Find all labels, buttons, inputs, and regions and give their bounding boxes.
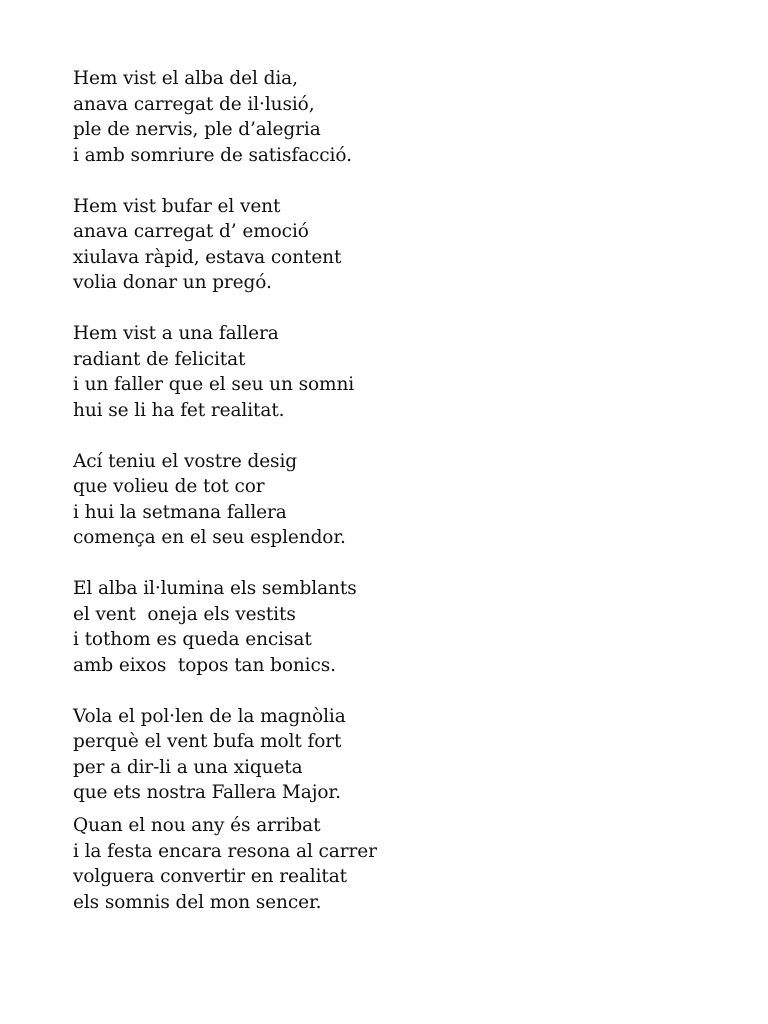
poem [73, 66, 693, 941]
poem-line: Quan el nou any és arribat [73, 815, 321, 836]
poem-line: i tothom es queda encisat [73, 629, 312, 650]
poem-line: els somnis del mon sencer. [73, 891, 322, 913]
poem-line: anava carregat de il·lusió, [73, 93, 315, 115]
poem-line: comença en el seu esplendor. [73, 527, 346, 548]
poem-line: Vola el pol·len de la magnòlia [73, 705, 346, 727]
poem-line: Ací teniu el vostre desig [73, 450, 298, 472]
poem-line: radiant de felicitat [73, 348, 246, 370]
stanza-6 [73, 704, 693, 806]
poem-line: que volieu de tot cor [73, 476, 265, 497]
stanza-2 [73, 194, 693, 296]
poem-line: per a dir-li a una xiqueta [73, 756, 303, 778]
poem-line: Hem vist bufar el vent [73, 195, 281, 217]
poem-line: volia donar un pregó. [73, 272, 272, 293]
stanza-7 [73, 813, 693, 915]
stanza-4 [73, 449, 693, 551]
stanza-5 [73, 576, 693, 678]
stanza-1 [73, 66, 693, 168]
poem-line: i la festa encara resona al carrer [73, 840, 377, 862]
poem-line: El alba il·lumina els semblants [73, 578, 357, 599]
poem-line: hui se li ha fet realitat. [73, 399, 285, 421]
poem-line: Hem vist a una fallera [73, 323, 279, 344]
poem-line: i un faller que el seu un somni [73, 374, 355, 395]
poem-line: perquè el vent bufa molt fort [73, 731, 342, 752]
poem-line: ple de nervis, ple d’alegria [73, 119, 321, 140]
poem-line: que ets nostra Fallera Major. [73, 782, 341, 803]
poem-line: Hem vist el alba del dia, [73, 68, 298, 89]
poem-line: i hui la setmana fallera [73, 501, 287, 523]
poem-line: el vent oneja els vestits [73, 603, 296, 625]
poem-line: amb eixos topos tan bonics. [73, 654, 336, 676]
poem-line: anava carregat d’ emoció [73, 221, 309, 242]
poem-line: i amb somriure de satisfacció. [73, 144, 352, 166]
poem-line: volguera convertir en realitat [73, 866, 347, 887]
stanza-3 [73, 321, 693, 423]
poem-line: xiulava ràpid, estava content [73, 246, 342, 268]
